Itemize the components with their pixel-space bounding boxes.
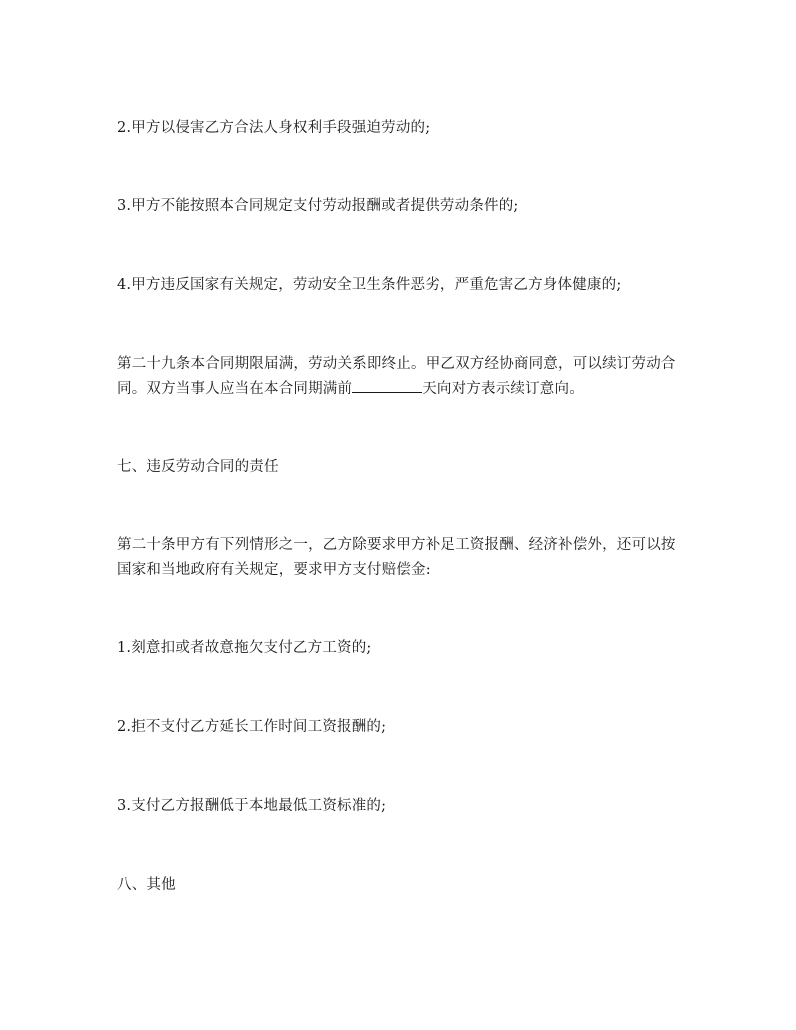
article-29-text-after-blank: 天向对方表示续订意向。 xyxy=(422,381,584,397)
section-heading-7: 七、违反劳动合同的责任 xyxy=(117,459,279,475)
article-29-paragraph xyxy=(117,352,687,402)
clause-item-2b: 2.拒不支付乙方延长工作时间工资报酬的; xyxy=(117,719,387,735)
clause-item-2: 2.甲方以侵害乙方合法人身权利手段强迫劳动的; xyxy=(117,120,431,136)
clause-item-4: 4.甲方违反国家有关规定，劳动安全卫生条件恶劣，严重危害乙方身体健康的; xyxy=(117,277,622,293)
clause-item-1: 1.刻意扣或者故意拖欠支付乙方工资的; xyxy=(117,640,372,656)
article-20-paragraph: 第二十条甲方有下列情形之一，乙方除要求甲方补足工资报酬、经济补偿外，还可以按国家和当地政府有关规定，要求甲方支付赔偿金: xyxy=(117,537,676,578)
section-heading-8: 八、其他 xyxy=(117,877,176,893)
article-29-text-before-blank: 第二十九条本合同期限届满，劳动关系即终止。甲乙双方经协商同意，可以续订劳动合同。双方当事人应当在本合同期满前 xyxy=(117,356,676,397)
clause-item-3: 3.甲方不能按照本合同规定支付劳动报酬或者提供劳动条件的; xyxy=(117,198,519,214)
clause-item-3b: 3.支付乙方报酬低于本地最低工资标准的; xyxy=(117,798,387,814)
fill-in-blank-days xyxy=(352,377,422,393)
